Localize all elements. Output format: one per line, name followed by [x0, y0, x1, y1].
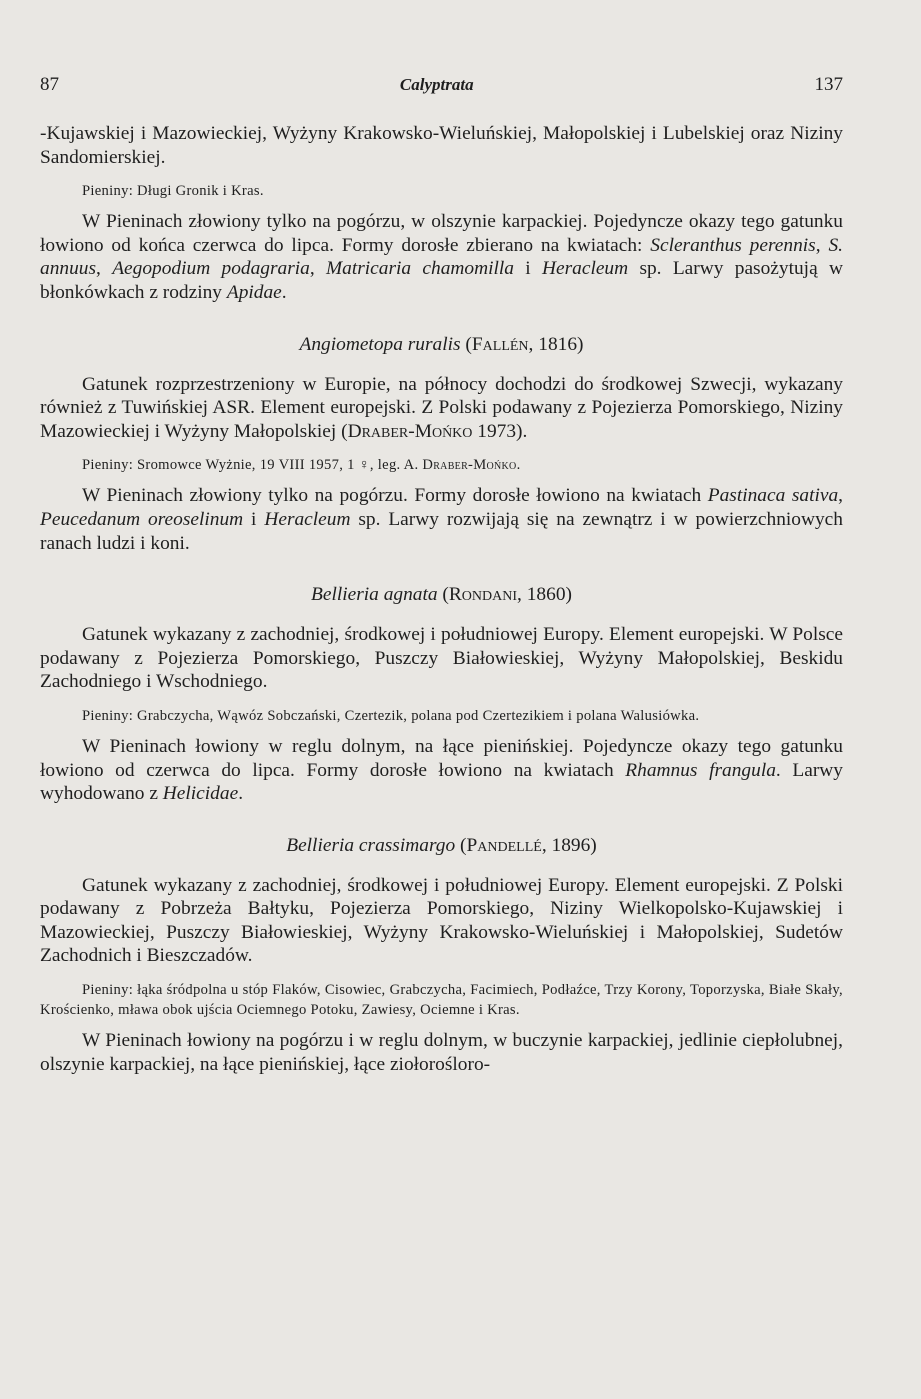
intro-locality: Pieniny: Długi Gronik i Kras. [82, 183, 264, 200]
species-name: Pastinaca sativa [707, 485, 839, 507]
running-header [40, 74, 843, 96]
text-run: Gatunek rozprzestrzeniony w Europie, na północy dochodzi do środkowej Szwecji, wykazany również z Tuwińskiej ASR. Element europejski. Z Polski podawany z Pojezierza Pomorskiego, Niziny Mazowieckiej i Wyżyny Małopolskiej ( [40, 373, 843, 442]
section-2-paragraph-2 [40, 735, 843, 806]
species-name: Heracleum [264, 508, 351, 530]
section-heading-bellieria-crassimargo: Bellieria crassimargo (Pandellé, 1896) [286, 834, 597, 856]
section-1-paragraph-1 [40, 373, 843, 444]
species-name: Rhamnus frangula [625, 759, 776, 781]
header-title: Calyptrata [399, 75, 474, 94]
reference-author: Draber-Mońko [347, 420, 473, 442]
text-run: . [238, 783, 244, 805]
section-3-locality: Pieniny: łąka śródpolna u stóp Flaków, Cisowiec, Grabczycha, Facimiech, Podłaźce, Trzy Korony, Toporzyska, Białe Skały, Krościenko, mława obok ujścia Ociemnego Potoku, Zawiesy, Ociemne i Kras. [40, 982, 843, 1019]
species-name: S. annuus [40, 234, 843, 280]
heading-author: Fallén [471, 333, 529, 355]
text-run: , [309, 258, 327, 280]
text-run: W Pieninach złowiony tylko na pogórzu, w olszynie karpackiej. Pojedyncze okazy tego gatunku łowiono od końca czerwca do lipca. Formy dorosłe zbierano na kwiatach: [40, 211, 843, 256]
species-name: Matricaria chamomilla [326, 258, 514, 280]
text-run: Pieniny: Sromowce Wyżnie, 19 VIII 1957, 1 ♀, leg. A. [82, 457, 423, 474]
text-run: i [513, 258, 542, 280]
heading-year: 1896 [551, 834, 591, 856]
species-name: Aegopodium podagraria [112, 258, 310, 280]
text-run: i [243, 508, 265, 530]
section-2-paragraph-1: Gatunek wykazany z zachodniej, środkowej i południowej Europy. Element europejski. W Polsce podawany z Pojezierza Pomorskiego, Puszczy Białowieskiej, Wyżyny Małopolskiej, Beskidu Zachodniego i Wschodniego. [40, 624, 843, 693]
text-run: . [516, 457, 521, 474]
heading-author: Rondani [448, 584, 518, 606]
section-heading-bellieria-agnata: Bellieria agnata (Rondani, 1860) [311, 584, 572, 606]
text-run: , [815, 234, 829, 256]
text-run: . [281, 281, 287, 303]
section-3-paragraph-2: W Pieninach łowiony na pogórzu i w reglu dolnym, w buczynie karpackiej, jedlinie ciepłolubnej, olszynie karpackiej, na łące pienińskiej, łące ziołorośloro- [40, 1030, 843, 1075]
species-name: Peucedanum oreoselinum [40, 508, 244, 530]
heading-year: 1860 [526, 584, 566, 606]
text-run: sp. Larwy rozwijają się na zewnątrz i w powierzchniowych ranach ludzi i koni. [40, 508, 843, 554]
text-run: W Pieninach łowiony w reglu dolnym, na łące pienińskiej. Pojedyncze okazy tego gatunku łowiono od czerwca do lipca. Formy dorosłe łowiono na kwiatach [40, 735, 843, 781]
heading-species: Bellieria agnata [311, 584, 438, 606]
text-run: , [838, 485, 844, 507]
section-1-locality [40, 455, 843, 475]
text-run: . Larwy wyhodowano z [40, 759, 843, 805]
section-1-paragraph-2 [40, 484, 843, 555]
species-name: Heracleum [541, 258, 629, 280]
intro-paragraph-2 [40, 210, 843, 304]
section-3-paragraph-1: Gatunek wykazany z zachodniej, środkowej i południowej Europy. Element europejski. Z Polski podawany z Pobrzeża Bałtyku, Pojezierza Pomorskiego, Niziny Wielkopolsko-Kujawskiej i Mazowieckiej, Puszczy Białowieskiej, Wyżyny Krakowsko-Wieluńskiej i Małopolskiej, Sudetów Zachodnich i Bieszczadów. [40, 874, 843, 967]
heading-species: Angiometopa ruralis [299, 333, 461, 355]
intro-paragraph-1: -Kujawskiej i Mazowieckiej, Wyżyny Krakowsko-Wieluńskiej, Małopolskiej i Lubelskiej oraz Niziny Sandomierskiej. [40, 123, 843, 168]
text-run: W Pieninach złowiony tylko na pogórzu. Formy dorosłe łowiono na kwiatach [82, 485, 708, 507]
header-left-number: 87 [40, 74, 59, 95]
page-number: 137 [814, 74, 843, 95]
text-run: sp. Larwy pasożytują w błonkówkach z rodziny [40, 258, 843, 303]
collector-name: Draber-Mońko [422, 457, 517, 474]
family-name: Apidae [226, 281, 282, 303]
heading-author: Pandellé [466, 834, 542, 856]
text-run: , [96, 258, 113, 280]
section-2-locality: Pieniny: Grabczycha, Wąwóz Sobczański, Czertezik, polana pod Czertezikiem i polana Walusiówka. [82, 707, 700, 724]
species-name: Scleranthus perennis [650, 234, 816, 256]
text-run: 1973). [472, 420, 528, 442]
heading-year: 1816 [538, 333, 578, 355]
heading-species: Bellieria crassimargo [286, 834, 456, 856]
family-name: Helicidae [162, 783, 239, 805]
section-heading-angiometopa: Angiometopa ruralis (Fallén, 1816) [299, 333, 584, 355]
